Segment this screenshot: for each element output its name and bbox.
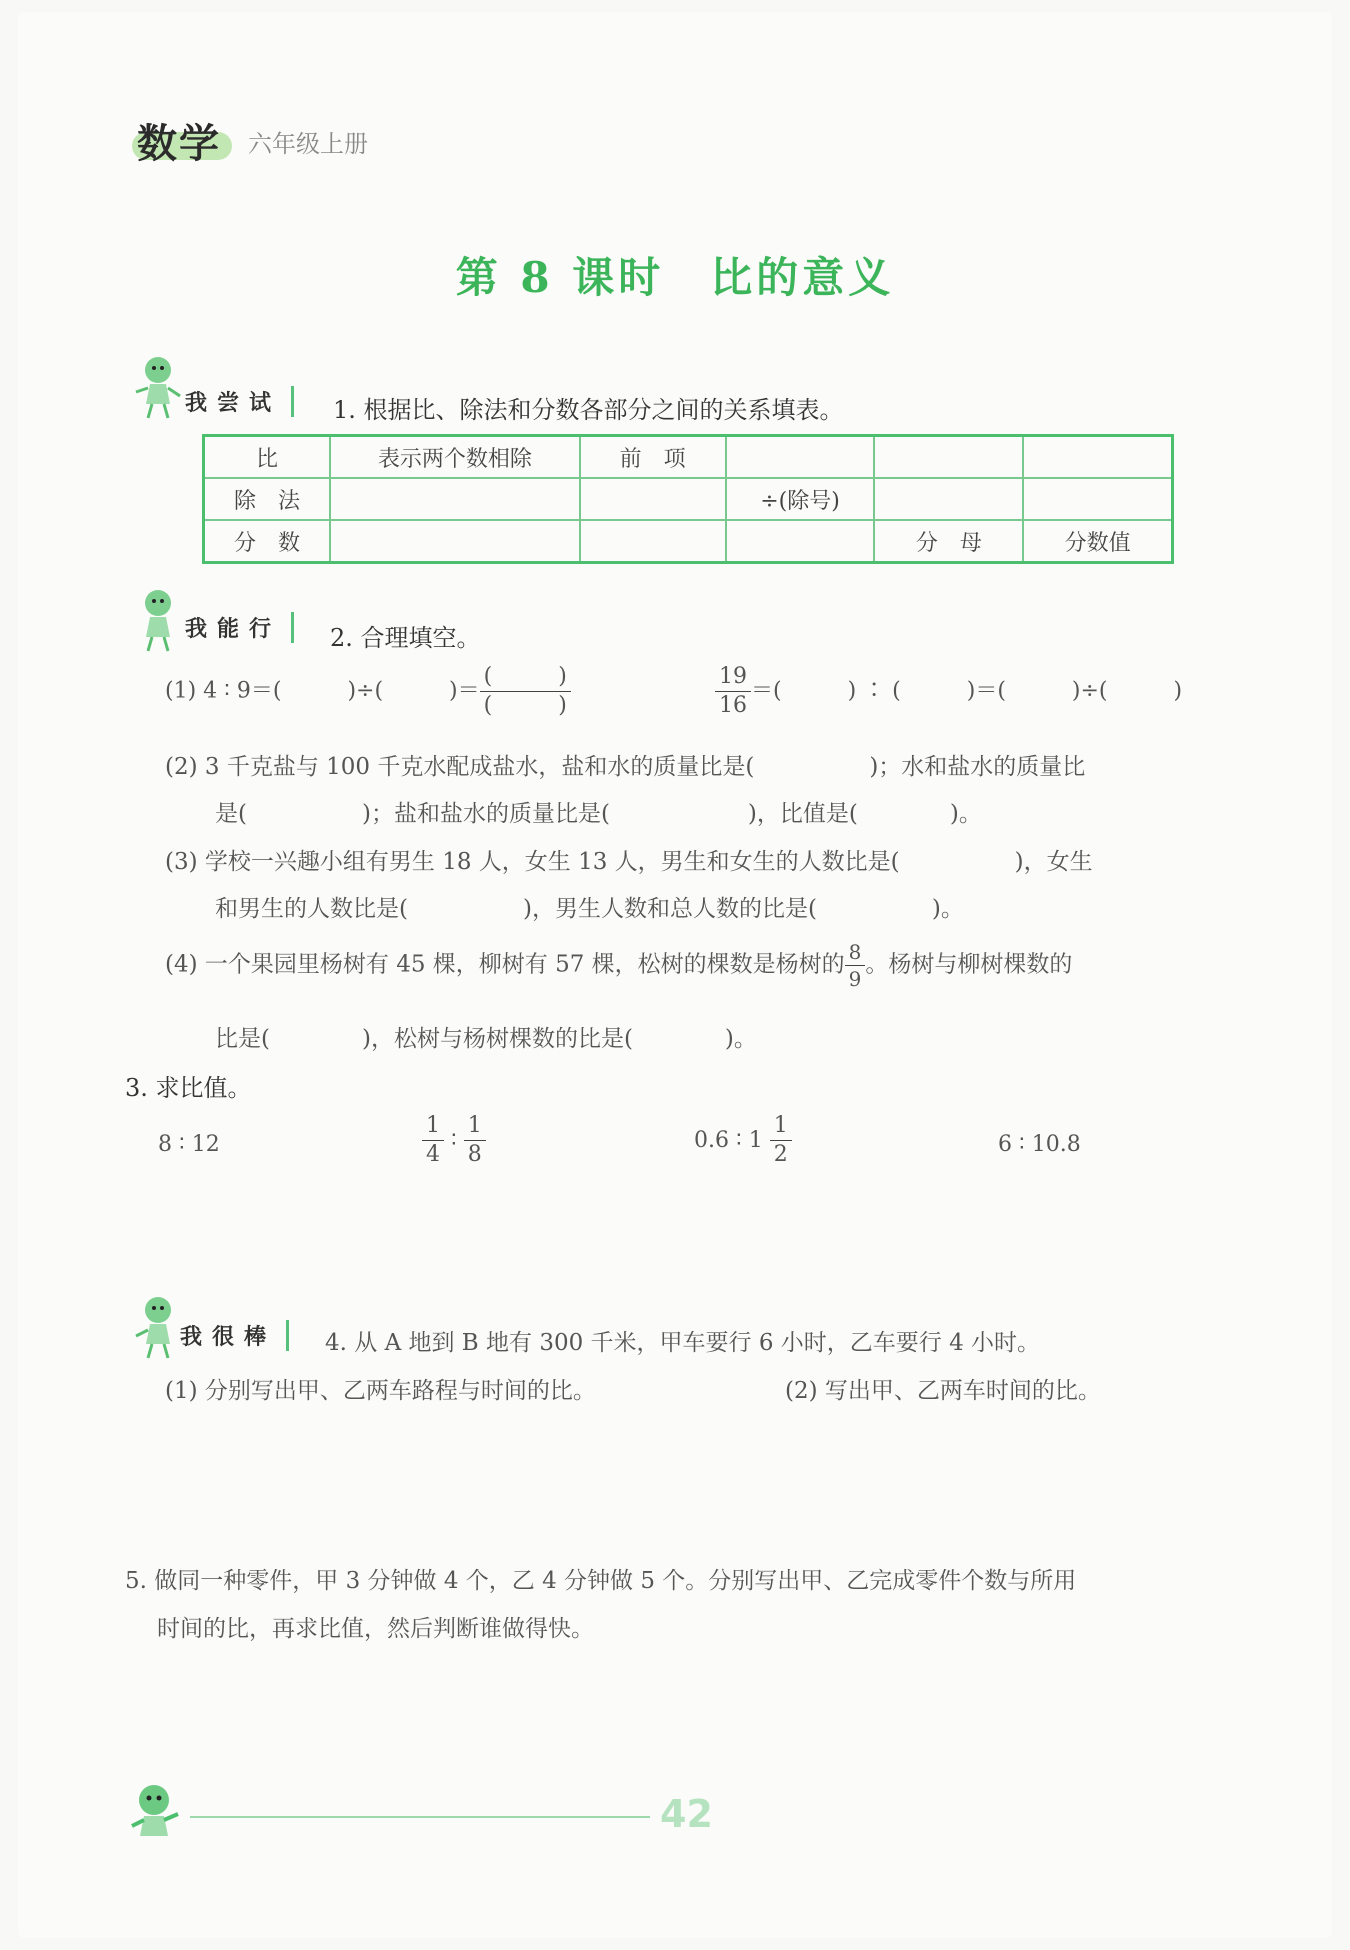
q3-expr-2: $\frac{1}{4}$ ∶ $\frac{1}{8}$ — [422, 1115, 486, 1166]
table-cell: 比 — [204, 436, 331, 479]
q4-sub-2: (2) 写出甲、乙两车时间的比。 — [785, 1378, 1101, 1404]
table-row — [204, 520, 1173, 563]
table-row — [204, 478, 1173, 520]
fraction-19-16: $\frac{19}{16}$ — [715, 666, 751, 717]
fraction-8-9: $\frac{8}{9}$ — [845, 942, 866, 989]
mascot-icon — [128, 585, 188, 659]
table-cell[interactable] — [726, 520, 875, 563]
section-tag-great: 我很棒 — [180, 1320, 289, 1351]
q2-text: 2. 合理填空。 — [330, 624, 481, 652]
relation-table — [202, 434, 1174, 564]
q2-p3-line2: 和男生的人数比是( )，男生人数和总人数的比是( )。 — [215, 896, 964, 922]
q5-line2: 时间的比，再求比值，然后判断谁做得快。 — [157, 1616, 594, 1642]
q3-expr-1: 8 ∶ 12 — [158, 1132, 220, 1157]
table-cell: 前 项 — [580, 436, 726, 479]
q3-expr-3: 0.6 ∶ 1 $\frac{1}{2}$ — [694, 1115, 792, 1166]
fraction-1-8: $\frac{1}{8}$ — [464, 1115, 486, 1166]
table-row — [204, 436, 1173, 479]
q4-sub-1: (1) 分别写出甲、乙两车路程与时间的比。 — [165, 1378, 596, 1404]
table-cell: 分 数 — [204, 520, 331, 563]
q2-p3-line1: (3) 学校一兴趣小组有男生 18 人，女生 13 人，男生和女生的人数比是( )，女生 — [165, 849, 1093, 875]
table-cell[interactable] — [580, 478, 726, 520]
page-number: 42 — [660, 1792, 713, 1836]
mascot-icon — [122, 1778, 192, 1852]
table-cell[interactable] — [330, 478, 580, 520]
table-cell: ÷(除号) — [726, 478, 875, 520]
mascot-icon — [128, 1292, 188, 1366]
q2-p1 — [165, 666, 571, 717]
header-subject: 数学 — [137, 121, 221, 167]
section-tag-try: 我尝试 — [185, 386, 294, 417]
fraction-1-2: $\frac{1}{2}$ — [770, 1115, 792, 1166]
q1-text: 1. 根据比、除法和分数各部分之间的关系填表。 — [333, 396, 844, 424]
table-cell[interactable] — [580, 520, 726, 563]
q2-p1-fraction[interactable]: $\frac{( )}{( )}$ — [480, 666, 571, 717]
q3-text: 3. 求比值。 — [125, 1074, 252, 1102]
q2-p1-left: (1) 4 ∶ 9＝( )÷( )＝ — [165, 678, 480, 704]
q3-expr-4: 6 ∶ 10.8 — [998, 1132, 1081, 1157]
q2-p4-line1: (4) 一个果园里杨树有 45 棵，柳树有 57 棵，松树的棵数是杨树的 $\frac{8}{9}$ 。杨树与柳树棵数的 — [165, 940, 1073, 991]
q2-p4-line2: 比是( )，松树与杨树棵数的比是( )。 — [215, 1026, 757, 1052]
q2-p1-right: $\frac{19}{16}$ ＝( ) ∶ ( )＝( )÷( ) — [715, 666, 1182, 717]
table-cell: 分 母 — [874, 520, 1023, 563]
table-cell: 除 法 — [204, 478, 331, 520]
q2-p2-line1: (2) 3 千克盐与 100 千克水配成盐水，盐和水的质量比是( )；水和盐水的质量比 — [165, 754, 1086, 780]
lesson-title: 第 8 课时 比的意义 — [455, 253, 895, 302]
table-cell[interactable] — [874, 478, 1023, 520]
table-cell: 表示两个数相除 — [330, 436, 580, 479]
footer-line — [190, 1816, 650, 1818]
header-grade: 六年级上册 — [248, 130, 368, 158]
q5-line1: 5. 做同一种零件，甲 3 分钟做 4 个，乙 4 分钟做 5 个。分别写出甲、乙完成零件个数与所用 — [125, 1568, 1077, 1594]
fraction-1-4: $\frac{1}{4}$ — [422, 1115, 444, 1166]
table-cell[interactable] — [874, 436, 1023, 479]
table-cell: 分数值 — [1023, 520, 1172, 563]
mascot-icon — [128, 352, 188, 426]
section-tag-can: 我能行 — [185, 612, 294, 643]
table-cell[interactable] — [726, 436, 875, 479]
q2-p2-line2: 是( )；盐和盐水的质量比是( )，比值是( )。 — [215, 801, 982, 827]
table-cell[interactable] — [1023, 478, 1172, 520]
table-cell[interactable] — [1023, 436, 1172, 479]
table-cell[interactable] — [330, 520, 580, 563]
q4-text: 4. 从 A 地到 B 地有 300 千米，甲车要行 6 小时，乙车要行 4 小时。 — [325, 1330, 1041, 1356]
